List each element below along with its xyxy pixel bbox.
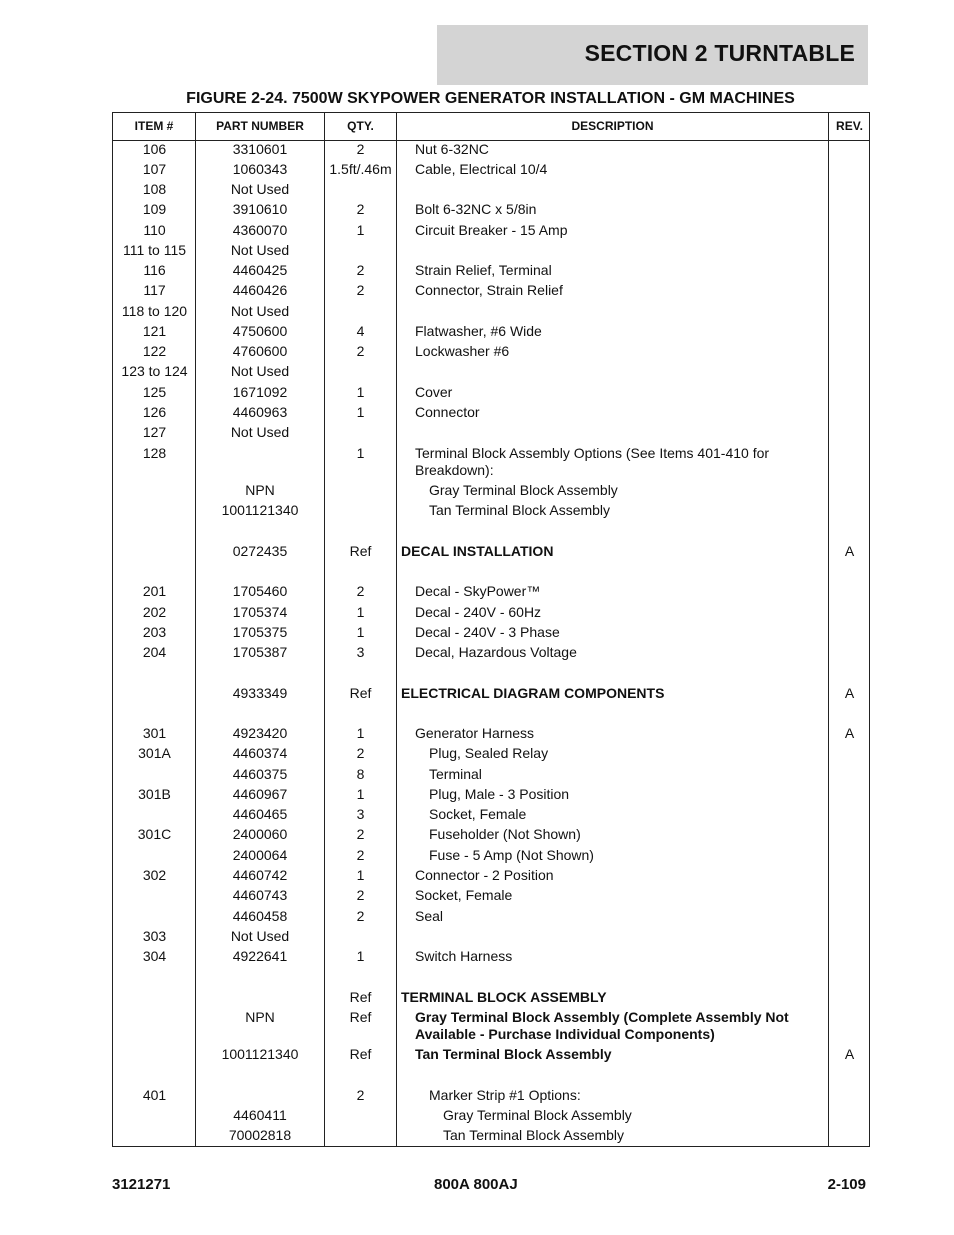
item-number-cell: 202: [142, 604, 167, 620]
description-cell: Plug, Sealed Relay: [429, 745, 549, 761]
part-number-cell: 4460967: [232, 786, 288, 802]
revision-cell: A: [844, 1046, 855, 1062]
description-cell: Cover: [415, 384, 453, 400]
part-number-cell: 2400060: [232, 826, 288, 842]
quantity-cell: 2: [356, 826, 365, 842]
revision-cell: A: [844, 685, 855, 701]
footer-page-number: 2-109: [827, 1176, 866, 1193]
part-number-cell: 4923420: [232, 725, 288, 741]
quantity-cell: Ref: [349, 685, 372, 701]
item-number-cell: 204: [142, 644, 167, 660]
description-cell: Bolt 6-32NC x 5/8in: [415, 201, 537, 217]
part-number-cell: Not Used: [230, 424, 290, 440]
item-number-cell: 128: [142, 445, 167, 461]
part-number-cell: 3910610: [232, 201, 288, 217]
table-header: [113, 113, 869, 141]
description-cell: TERMINAL BLOCK ASSEMBLY: [401, 989, 607, 1005]
quantity-cell: 2: [356, 847, 365, 863]
part-number-cell: 4750600: [232, 323, 288, 339]
part-number-cell: 4933349: [232, 685, 288, 701]
description-cell: ELECTRICAL DIAGRAM COMPONENTS: [401, 685, 665, 701]
description-cell: Tan Terminal Block Assembly: [443, 1127, 625, 1143]
item-number-cell: 106: [142, 141, 167, 157]
footer-doc-number: 3121271: [112, 1176, 171, 1193]
part-number-cell: 1001121340: [221, 1046, 299, 1062]
description-cell: Flatwasher, #6 Wide: [415, 323, 542, 339]
item-number-cell: 123 to 124: [121, 363, 188, 379]
item-number-cell: 109: [142, 201, 167, 217]
section-banner: [437, 25, 868, 85]
quantity-cell: 1: [356, 786, 365, 802]
item-number-cell: 122: [142, 343, 167, 359]
part-number-cell: Not Used: [230, 303, 290, 319]
part-number-cell: 70002818: [228, 1127, 292, 1143]
description-cell: Cable, Electrical 10/4: [415, 161, 548, 177]
quantity-cell: 2: [356, 908, 365, 924]
description-cell: Decal - SkyPower™: [415, 583, 541, 599]
part-number-cell: 1705387: [232, 644, 288, 660]
quantity-cell: 1: [356, 948, 365, 964]
quantity-cell: 2: [356, 583, 365, 599]
quantity-cell: 2: [356, 1087, 365, 1103]
part-number-cell: NPN: [245, 1009, 275, 1025]
description-cell: Terminal Block Assembly Options (See Items 401-410 for Breakdown):: [415, 445, 770, 478]
column-header-item: ITEM #: [134, 119, 174, 133]
part-number-cell: 4460375: [232, 766, 288, 782]
description-cell: Tan Terminal Block Assembly: [415, 1046, 612, 1062]
part-number-cell: 4460458: [232, 908, 288, 924]
part-number-cell: 4460465: [232, 806, 288, 822]
item-number-cell: 401: [142, 1087, 167, 1103]
quantity-cell: 3: [356, 806, 365, 822]
description-cell: Gray Terminal Block Assembly (Complete Assembly Not Available - Purchase Individual Components): [415, 1009, 789, 1042]
part-number-cell: 1705460: [232, 583, 288, 599]
quantity-cell: 2: [356, 262, 365, 278]
part-number-cell: 4460963: [232, 404, 288, 420]
part-number-cell: 4360070: [232, 222, 288, 238]
description-cell: Lockwasher #6: [415, 343, 510, 359]
item-number-cell: 304: [142, 948, 167, 964]
description-cell: Plug, Male - 3 Position: [429, 786, 570, 802]
quantity-cell: Ref: [349, 543, 372, 559]
revision-cell: A: [844, 725, 855, 741]
description-cell: Decal - 240V - 3 Phase: [415, 624, 560, 640]
description-cell: Gray Terminal Block Assembly: [429, 482, 618, 498]
description-cell: Terminal: [429, 766, 482, 782]
item-number-cell: 203: [142, 624, 167, 640]
part-number-cell: 1060343: [232, 161, 288, 177]
item-number-cell: 125: [142, 384, 167, 400]
part-number-cell: 1705374: [232, 604, 288, 620]
quantity-cell: 2: [356, 343, 365, 359]
quantity-cell: 2: [356, 887, 365, 903]
description-cell: Circuit Breaker - 15 Amp: [415, 222, 568, 238]
quantity-cell: Ref: [349, 989, 372, 1005]
description-cell: Marker Strip #1 Options:: [429, 1087, 581, 1103]
description-cell: Decal - 240V - 60Hz: [415, 604, 542, 620]
description-cell: DECAL INSTALLATION: [401, 543, 554, 559]
description-cell: Strain Relief, Terminal: [415, 262, 552, 278]
description-cell: Fuseholder (Not Shown): [429, 826, 581, 842]
quantity-cell: 2: [356, 201, 365, 217]
item-number-cell: 111 to 115: [122, 242, 187, 258]
quantity-cell: 2: [356, 745, 365, 761]
quantity-cell: Ref: [349, 1009, 372, 1025]
part-number-cell: 4460742: [232, 867, 288, 883]
item-number-cell: 127: [142, 424, 167, 440]
quantity-cell: 1: [356, 404, 365, 420]
part-number-cell: 3310601: [232, 141, 288, 157]
quantity-cell: 1: [356, 604, 365, 620]
quantity-cell: Ref: [349, 1046, 372, 1062]
quantity-cell: 1: [356, 384, 365, 400]
description-cell: Connector - 2 Position: [415, 867, 554, 883]
description-cell: Decal, Hazardous Voltage: [415, 644, 577, 660]
item-number-cell: 301A: [138, 745, 171, 761]
quantity-cell: 1: [356, 222, 365, 238]
item-number-cell: 301C: [137, 826, 172, 842]
column-divider: [828, 113, 829, 1146]
column-header-qty: QTY.: [347, 119, 374, 133]
part-number-cell: 1705375: [232, 624, 288, 640]
item-number-cell: 126: [142, 404, 167, 420]
item-number-cell: 117: [143, 282, 166, 298]
part-number-cell: Not Used: [230, 242, 290, 258]
part-number-cell: 4460425: [232, 262, 288, 278]
part-number-cell: 4760600: [232, 343, 288, 359]
quantity-cell: 1: [356, 624, 365, 640]
quantity-cell: 1: [356, 867, 365, 883]
revision-cell: A: [844, 543, 855, 559]
item-number-cell: 107: [142, 161, 167, 177]
description-cell: Tan Terminal Block Assembly: [429, 502, 611, 518]
item-number-cell: 110: [143, 222, 166, 238]
item-number-cell: 301: [142, 725, 167, 741]
part-number-cell: 4922641: [232, 948, 288, 964]
part-number-cell: 0272435: [232, 543, 288, 559]
quantity-cell: 1.5ft/.46m: [329, 161, 392, 177]
item-number-cell: 121: [142, 323, 167, 339]
part-number-cell: Not Used: [230, 928, 290, 944]
parts-table: [112, 112, 870, 1147]
description-cell: Seal: [415, 908, 444, 924]
description-cell: Socket, Female: [415, 887, 513, 903]
item-number-cell: 116: [143, 262, 166, 278]
quantity-cell: 2: [356, 141, 365, 157]
part-number-cell: Not Used: [230, 363, 290, 379]
part-number-cell: 4460743: [232, 887, 288, 903]
item-number-cell: 118 to 120: [121, 303, 188, 319]
description-cell: Connector, Strain Relief: [415, 282, 563, 298]
quantity-cell: 1: [356, 725, 365, 741]
quantity-cell: 2: [356, 282, 365, 298]
part-number-cell: 4460374: [232, 745, 288, 761]
quantity-cell: 8: [356, 766, 365, 782]
description-cell: Nut 6-32NC: [415, 141, 489, 157]
item-number-cell: 201: [142, 583, 167, 599]
quantity-cell: 1: [356, 445, 365, 461]
description-cell: Gray Terminal Block Assembly: [443, 1107, 632, 1123]
description-cell: Switch Harness: [415, 948, 513, 964]
part-number-cell: Not Used: [230, 181, 290, 197]
part-number-cell: 2400064: [232, 847, 288, 863]
part-number-cell: 1671092: [232, 384, 288, 400]
footer-models: 800A 800AJ: [434, 1176, 518, 1193]
item-number-cell: 301B: [138, 786, 171, 802]
part-number-cell: 4460411: [233, 1107, 287, 1123]
item-number-cell: 303: [142, 928, 167, 944]
quantity-cell: 3: [356, 644, 365, 660]
column-header-rev: REV.: [836, 119, 863, 133]
description-cell: Fuse - 5 Amp (Not Shown): [429, 847, 594, 863]
column-header-description: DESCRIPTION: [571, 119, 654, 133]
column-header-part-number: PART NUMBER: [216, 119, 304, 133]
part-number-cell: 4460426: [232, 282, 288, 298]
part-number-cell: 1001121340: [221, 502, 299, 518]
item-number-cell: 302: [142, 867, 167, 883]
quantity-cell: 4: [356, 323, 365, 339]
description-cell: Connector: [415, 404, 480, 420]
section-title: SECTION 2 TURNTABLE: [584, 40, 855, 66]
figure-title: FIGURE 2-24. 7500W SKYPOWER GENERATOR INSTALLATION - GM MACHINES: [186, 90, 795, 107]
description-cell: Generator Harness: [415, 725, 535, 741]
description-cell: Socket, Female: [429, 806, 527, 822]
part-number-cell: NPN: [245, 482, 275, 498]
item-number-cell: 108: [142, 181, 167, 197]
